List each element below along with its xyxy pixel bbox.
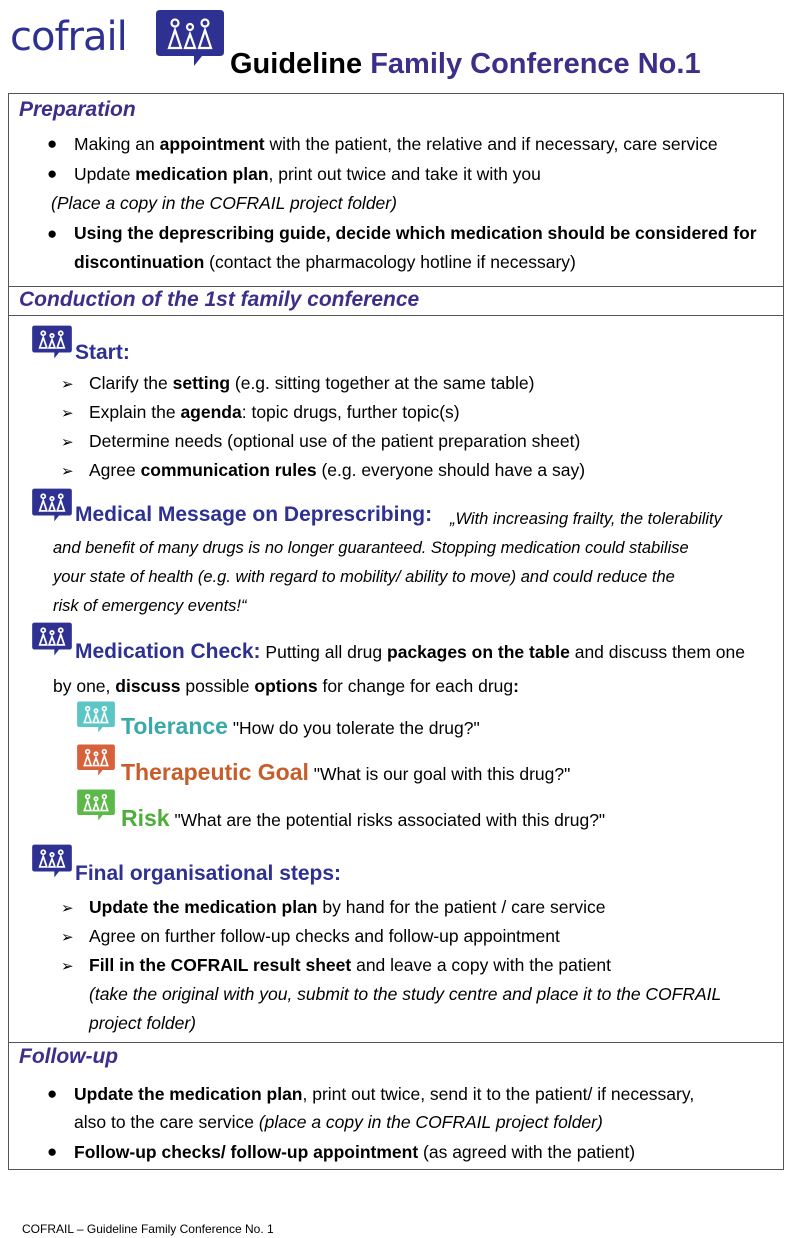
risk-row: Risk "What are the potential risks associated with this drug?": [121, 805, 606, 831]
followup-item-checks: Follow-up checks/ follow-up appointment (as agreed with the patient): [74, 1142, 636, 1162]
arrow-bullet-icon: ➢: [61, 463, 74, 480]
document-title: [230, 48, 701, 81]
prep-item-medication-plan: Update medication plan, print out twice and take it with you: [74, 164, 541, 184]
prep-note: (Place a copy in the COFRAIL project folder): [51, 193, 397, 213]
family-speech-icon: [154, 8, 226, 68]
therapeutic-goal-icon: [76, 743, 116, 777]
prep-item-deprescribing: Using the deprescribing guide, decide which medication should be considered for: [74, 223, 757, 243]
bullet-dot: ●: [47, 224, 58, 243]
bullet-dot: ●: [47, 164, 58, 183]
conduction-header: [9, 286, 783, 316]
prep-item-appointment: Making an appointment with the patient, the relative and if necessary, care service: [74, 134, 718, 154]
conduction-title: Conduction of the 1st family conference: [19, 288, 420, 311]
cofrail-logo: [10, 8, 230, 68]
title-main: Family Conference No.1: [370, 48, 701, 80]
message-text-line3: your state of health (e.g. with regard to mobility/ ability to move) and could reduce the: [53, 568, 675, 586]
arrow-bullet-icon: ➢: [61, 434, 74, 451]
start-item-setting: Clarify the setting (e.g. sitting together at the same table): [89, 373, 535, 393]
tolerance-label: Tolerance: [121, 713, 228, 739]
check-title: Medication Check:: [75, 640, 261, 663]
page-footer: COFRAIL – Guideline Family Conference No. 1: [22, 1222, 274, 1236]
followup-item-update-cont: also to the care service (place a copy in the COFRAIL project folder): [74, 1112, 603, 1132]
bullet-dot: ●: [47, 134, 58, 153]
bullet-dot: ●: [47, 1084, 58, 1103]
final-item-result-note1: (take the original with you, submit to the study centre and place it to the COFRAIL: [89, 984, 722, 1004]
arrow-bullet-icon: ➢: [61, 900, 74, 917]
goal-row: Therapeutic Goal "What is our goal with this drug?": [121, 759, 571, 785]
message-text-line1: „With increasing frailty, the tolerability: [450, 510, 722, 528]
family-speech-icon: [31, 620, 73, 658]
tolerance-icon: [76, 700, 116, 734]
content-frame: [8, 93, 784, 1170]
message-text-line4: risk of emergency events!“: [53, 597, 247, 615]
family-speech-icon: [31, 842, 73, 880]
followup-item-update: Update the medication plan, print out twice, send it to the patient/ if necessary,: [74, 1084, 695, 1104]
start-item-rules: Agree communication rules (e.g. everyone should have a say): [89, 460, 586, 480]
message-title: Medical Message on Deprescribing:: [75, 503, 433, 526]
family-speech-icon: [31, 323, 73, 361]
logo-text: cofrail: [10, 14, 127, 60]
preparation-title: Preparation: [19, 98, 136, 121]
message-text-line2: and benefit of many drugs is no longer guaranteed. Stopping medication could stabilise: [53, 539, 689, 557]
check-line2: by one, discuss possible options for change for each drug:: [53, 676, 519, 696]
prep-item-deprescribing-cont: discontinuation (contact the pharmacology hotline if necessary): [74, 252, 576, 272]
risk-icon: [76, 788, 116, 822]
tolerance-row: Tolerance "How do you tolerate the drug?": [121, 713, 480, 739]
title-prefix: Guideline: [230, 48, 363, 80]
arrow-bullet-icon: ➢: [61, 376, 74, 393]
arrow-bullet-icon: ➢: [61, 958, 74, 975]
family-speech-icon: [31, 486, 73, 524]
followup-header: [9, 1042, 783, 1074]
followup-title: Follow-up: [19, 1045, 119, 1068]
final-item-result-note2: project folder): [89, 1013, 196, 1033]
check-line1: Medication Check: Putting all drug packages on the table and discuss them one: [75, 640, 745, 663]
final-item-followup: Agree on further follow-up checks and follow-up appointment: [89, 926, 560, 946]
final-title: Final organisational steps:: [75, 862, 342, 885]
arrow-bullet-icon: ➢: [61, 405, 74, 422]
final-item-update-plan: Update the medication plan by hand for the patient / care service: [89, 897, 606, 917]
bullet-dot: ●: [47, 1142, 58, 1161]
arrow-bullet-icon: ➢: [61, 929, 74, 946]
start-title: Start:: [75, 341, 130, 364]
goal-label: Therapeutic Goal: [121, 759, 309, 785]
risk-label: Risk: [121, 805, 170, 831]
start-item-needs: Determine needs (optional use of the patient preparation sheet): [89, 431, 581, 451]
start-item-agenda: Explain the agenda: topic drugs, further topic(s): [89, 402, 460, 422]
final-item-result-sheet: Fill in the COFRAIL result sheet and leave a copy with the patient: [89, 955, 611, 975]
